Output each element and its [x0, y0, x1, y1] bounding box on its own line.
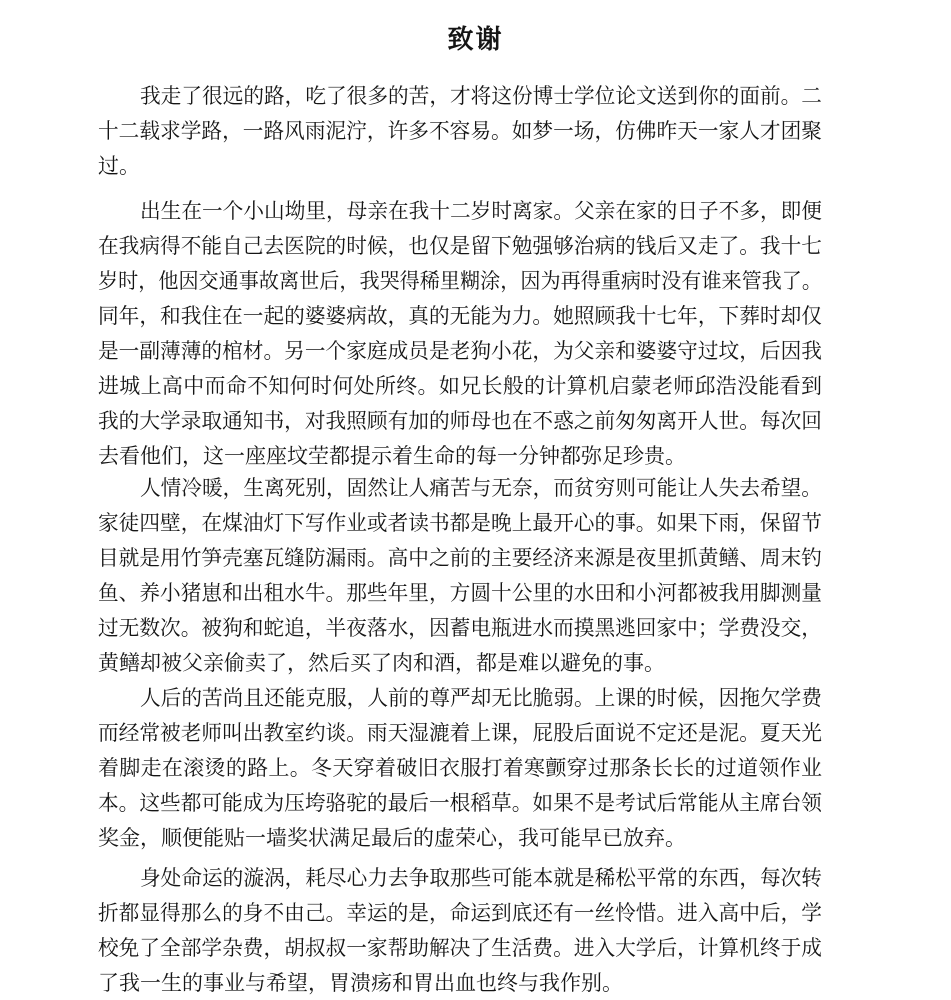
text-line: 进城上高中而命不知何时何处所终。如兄长般的计算机启蒙老师邱浩没能看到 [98, 374, 823, 398]
text-line: 十二载求学路，一路风雨泥泞，许多不容易。如梦一场，仿佛昨天一家人才团聚 [98, 119, 822, 143]
text-line: 折都显得那么的身不由己。幸运的是，命运到底还有一丝怜惜。进入高中后，学 [98, 901, 822, 925]
text-line: 我走了很远的路，吃了很多的苦，才将这份博士学位论文送到你的面前。二 [140, 84, 822, 108]
text-line: 校免了全部学杂费，胡叔叔一家帮助解决了生活费。进入大学后，计算机终于成 [98, 936, 822, 960]
text-line: 人后的苦尚且还能克服，人前的尊严却无比脆弱。上课的时候，因拖欠学费 [140, 686, 822, 710]
text-line: 着脚走在滚烫的路上。冬天穿着破旧衣服打着寒颤穿过那条长长的过道领作业 [98, 756, 823, 780]
text-line: 黄鳝却被父亲偷卖了，然后买了肉和酒，都是难以避免的事。 [98, 651, 665, 675]
text-line: 是一副薄薄的棺材。另一个家庭成员是老狗小花，为父亲和婆婆守过坟，后因我 [98, 339, 822, 363]
text-line: 目就是用竹笋壳塞瓦缝防漏雨。高中之前的主要经济来源是夜里抓黄鳝、周末钓 [98, 546, 822, 570]
text-line: 过无数次。被狗和蛇追，半夜落水，因蓄电瓶进水而摸黑逃回家中；学费没交， [98, 616, 822, 640]
text-line: 本。这些都可能成为压垮骆驼的最后一根稻草。如果不是考试后常能从主席台领 [98, 791, 822, 815]
text-line: 身处命运的漩涡，耗尽心力去争取那些可能本就是稀松平常的东西，每次转 [140, 866, 822, 890]
page-title: 致谢 [447, 25, 504, 55]
text-line: 岁时，他因交通事故离世后，我哭得稀里糊涂，因为再得重病时没有谁来管我了。 [98, 269, 823, 293]
text-line: 我的大学录取通知书，对我照顾有加的师母也在不惑之前匆匆离开人世。每次回 [98, 409, 822, 433]
text-line: 家徒四壁，在煤油灯下写作业或者读书都是晚上最开心的事。如果下雨，保留节 [98, 511, 822, 535]
text-line: 在我病得不能自己去医院的时候，也仅是留下勉强够治病的钱后又走了。我十七 [98, 234, 822, 258]
text-line: 鱼、养小猪崽和出租水牛。那些年里，方圆十公里的水田和小河都被我用脚测量 [98, 581, 822, 605]
text-line: 出生在一个小山坳里，母亲在我十二岁时离家。父亲在家的日子不多，即便 [140, 199, 822, 223]
text-line: 人情冷暖，生离死别，固然让人痛苦与无奈，而贫穷则可能让人失去希望。 [140, 476, 822, 500]
text-line: 去看他们，这一座座坟茔都提示着生命的每一分钟都弥足珍贵。 [98, 444, 686, 468]
text-line: 奖金，顺便能贴一墙奖状满足最后的虚荣心，我可能早已放弃。 [98, 826, 686, 850]
text-line: 而经常被老师叫出教室约谈。雨天湿漉着上课，屁股后面说不定还是泥。夏天光 [98, 721, 822, 745]
text-line: 同年，和我住在一起的婆婆病故，真的无能为力。她照顾我十七年，下葬时却仅 [98, 304, 822, 328]
text-line: 过。 [98, 154, 140, 178]
text-line: 了我一生的事业与希望，胃溃疡和胃出血也终与我作别。 [98, 971, 623, 995]
